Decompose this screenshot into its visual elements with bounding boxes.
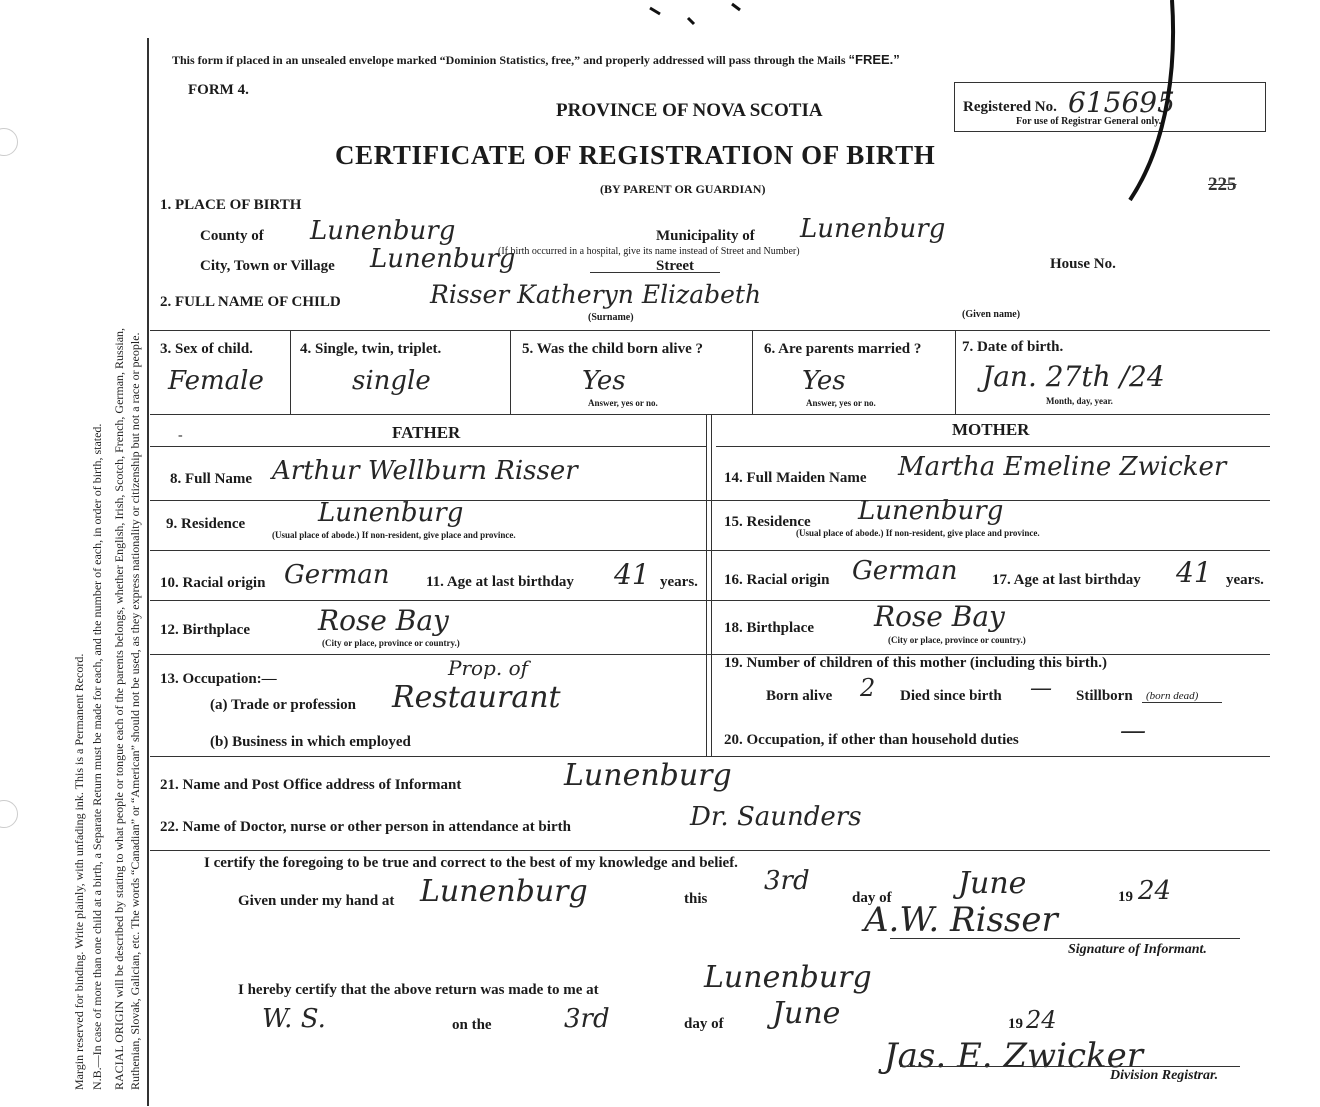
row-line-6 bbox=[150, 756, 1270, 757]
row3-divider-1 bbox=[290, 330, 291, 414]
mother-name-value: Martha Emeline Zwicker bbox=[898, 452, 1227, 482]
registrar-initials: W. S. bbox=[262, 1004, 326, 1034]
mother-heading: MOTHER bbox=[952, 420, 1030, 439]
county-value: Lunenburg bbox=[310, 216, 456, 246]
street-label: Street bbox=[656, 258, 695, 274]
father-trade-value: Restaurant bbox=[392, 680, 561, 715]
row-line-7 bbox=[150, 850, 1270, 851]
binding-hole-bottom bbox=[0, 800, 18, 828]
father-heading: FATHER bbox=[392, 423, 461, 442]
form-number: FORM 4. bbox=[188, 82, 249, 98]
born-alive-value: Yes bbox=[582, 366, 626, 396]
this-label: this bbox=[684, 891, 708, 907]
registrar-month-value: June bbox=[772, 996, 841, 1031]
row3-top-line bbox=[150, 330, 1270, 331]
sex-label: 3. Sex of child. bbox=[160, 341, 253, 357]
plurality-value: single bbox=[352, 366, 431, 396]
mail-notice-free: “FREE.” bbox=[848, 52, 900, 67]
dash-mark: - bbox=[178, 428, 183, 443]
municipality-label: Municipality of bbox=[656, 228, 755, 244]
mother-racial-value: German bbox=[852, 556, 958, 586]
date-of-birth-caption: Month, day, year. bbox=[1046, 396, 1113, 406]
registrar-signature: Jas. E. Zwicker bbox=[884, 1036, 1144, 1076]
given-day-value: 3rd bbox=[764, 866, 810, 896]
mother-occupation-value: — bbox=[1120, 716, 1146, 746]
center-divider-b bbox=[711, 414, 712, 756]
father-birthplace-label: 12. Birthplace bbox=[160, 622, 250, 638]
date-of-birth-label: 7. Date of birth. bbox=[962, 339, 1064, 355]
child-name-value: Risser Katheryn Elizabeth bbox=[430, 280, 762, 309]
born-alive-count: 2 bbox=[860, 674, 876, 702]
died-since-birth-value: — bbox=[1030, 676, 1052, 701]
row-line-4 bbox=[150, 600, 1270, 601]
place-underline bbox=[590, 272, 720, 273]
registered-number: 615695 bbox=[1068, 86, 1175, 119]
day-of-label: day of bbox=[852, 890, 892, 906]
plurality-label: 4. Single, twin, triplet. bbox=[300, 341, 442, 357]
father-birthplace-caption: (City or place, province or country.) bbox=[322, 638, 460, 648]
registrar-statement: I hereby certify that the above return was made to me at bbox=[238, 982, 599, 998]
father-age-value: 41 bbox=[614, 558, 650, 591]
born-alive-question-label: 5. Was the child born alive ? bbox=[522, 341, 703, 357]
died-since-birth-label: Died since birth bbox=[900, 688, 1002, 704]
father-trade-label: (a) Trade or profession bbox=[210, 697, 356, 713]
father-name-label: 8. Full Name bbox=[170, 471, 253, 487]
mother-birthplace-label: 18. Birthplace bbox=[724, 620, 814, 636]
county-label: County of bbox=[200, 228, 264, 244]
ink-spots bbox=[640, 0, 760, 40]
row3-bottom-line bbox=[150, 414, 1270, 415]
registrar-caption: Division Registrar. bbox=[1110, 1068, 1219, 1083]
row-line-1m bbox=[716, 446, 1270, 447]
center-divider-a bbox=[706, 414, 707, 756]
father-racial-label: 10. Racial origin bbox=[160, 575, 266, 591]
informant-value: Lunenburg bbox=[564, 758, 732, 793]
father-occupation-label: 13. Occupation:— bbox=[160, 671, 277, 687]
house-number-label: House No. bbox=[1050, 256, 1116, 272]
father-business-label: (b) Business in which employed bbox=[210, 734, 411, 750]
born-alive-label: Born alive bbox=[766, 688, 833, 704]
on-the-label: on the bbox=[452, 1017, 492, 1033]
father-age-label: 11. Age at last birthday bbox=[426, 574, 574, 590]
row3-divider-3 bbox=[752, 330, 753, 414]
place-of-birth-label: 1. PLACE OF BIRTH bbox=[160, 197, 302, 213]
informant-label: 21. Name and Post Office address of Informant bbox=[160, 777, 462, 793]
margin-note-racial-origin-1: RACIAL ORIGIN will be described by stating to what people or tongue each of the parents belongs, whether English, Irish, Scotch, French, German, Russian, bbox=[112, 327, 126, 1090]
parents-married-caption: Answer, yes or no. bbox=[806, 398, 876, 408]
mother-residence-label: 15. Residence bbox=[724, 514, 811, 530]
doctor-label: 22. Name of Doctor, nurse or other person in attendance at birth bbox=[160, 819, 571, 835]
year-prefix: 19 bbox=[1118, 889, 1133, 905]
mother-birthplace-value: Rose Bay bbox=[874, 600, 1005, 633]
mother-age-label: 17. Age at last birthday bbox=[992, 572, 1141, 588]
margin-note-multiple-births: N.B.—In case of more than one child at a birth, a Separate Return must be made for each, and the number of each, in order of birth, stated. bbox=[90, 423, 104, 1090]
certify-statement: I certify the foregoing to be true and correct to the best of my knowledge and belief. bbox=[204, 855, 738, 871]
children-count-label: 19. Number of children of this mother (including this birth.) bbox=[724, 655, 1107, 671]
registrar-year-value: 24 bbox=[1026, 1006, 1057, 1034]
row3-divider-2 bbox=[510, 330, 511, 414]
row3-divider-4 bbox=[955, 330, 956, 414]
mother-years-label: years. bbox=[1226, 572, 1264, 588]
registrar-year-prefix: 19 bbox=[1008, 1016, 1023, 1032]
row-line-1 bbox=[150, 446, 706, 447]
father-racial-value: German bbox=[284, 560, 390, 590]
informant-signature-caption: Signature of Informant. bbox=[1068, 942, 1207, 957]
stillborn-label: Stillborn bbox=[1076, 688, 1133, 704]
father-years-label: years. bbox=[660, 574, 698, 590]
mother-birthplace-caption: (City or place, province or country.) bbox=[888, 635, 1026, 645]
city-value: Lunenburg bbox=[370, 244, 516, 274]
mail-notice bbox=[172, 52, 900, 68]
city-label: City, Town or Village bbox=[200, 258, 335, 274]
stillborn-caption: (born dead) bbox=[1146, 690, 1199, 702]
mail-notice-text: This form if placed in an unsealed envelope marked “Dominion Statistics, free,” and properly addressed will pass through the Mails bbox=[172, 53, 846, 67]
registrar-place-value: Lunenburg bbox=[704, 960, 872, 995]
doctor-value: Dr. Saunders bbox=[690, 802, 862, 832]
parents-married-value: Yes bbox=[802, 366, 846, 396]
given-place-value: Lunenburg bbox=[420, 874, 588, 909]
father-name-value: Arthur Wellburn Risser bbox=[272, 456, 578, 486]
father-residence-label: 9. Residence bbox=[166, 516, 246, 532]
mother-age-value: 41 bbox=[1176, 556, 1212, 589]
hospital-note: (If birth occurred in a hospital, give its name instead of Street and Number) bbox=[498, 246, 800, 257]
stamp-number: 225 bbox=[1208, 174, 1237, 195]
mother-racial-label: 16. Racial origin bbox=[724, 572, 830, 588]
father-birthplace-value: Rose Bay bbox=[318, 604, 449, 637]
pen-stroke-mark bbox=[1110, 0, 1180, 220]
margin-note-binding: Margin reserved for binding. Write plainly, with unfading ink. This is a Permanent Record. bbox=[72, 653, 86, 1090]
mother-name-label: 14. Full Maiden Name bbox=[724, 470, 867, 486]
mother-residence-caption: (Usual place of abode.) If non-resident, give place and province. bbox=[796, 528, 1040, 538]
informant-signature: A.W. Risser bbox=[864, 900, 1058, 940]
given-year-value: 24 bbox=[1138, 876, 1172, 906]
stillborn-underline bbox=[1142, 702, 1222, 703]
binding-hole-top bbox=[0, 128, 18, 156]
full-name-child-label: 2. FULL NAME OF CHILD bbox=[160, 294, 341, 310]
mother-occupation-label: 20. Occupation, if other than household duties bbox=[724, 732, 1019, 748]
informant-signature-line bbox=[890, 938, 1240, 939]
given-under-hand-label: Given under my hand at bbox=[238, 893, 395, 909]
mother-residence-value: Lunenburg bbox=[858, 496, 1004, 526]
surname-caption: (Surname) bbox=[588, 312, 634, 323]
given-name-caption: (Given name) bbox=[962, 309, 1021, 320]
given-month-value: June bbox=[958, 866, 1027, 901]
registrar-day-value: 3rd bbox=[564, 1004, 610, 1034]
row-line-3 bbox=[150, 550, 1270, 551]
father-residence-value: Lunenburg bbox=[318, 498, 464, 528]
registered-label: Registered No. bbox=[963, 99, 1057, 115]
certificate-title: CERTIFICATE OF REGISTRATION OF BIRTH bbox=[335, 140, 936, 170]
father-trade-value-top: Prop. of bbox=[448, 656, 529, 680]
father-residence-caption: (Usual place of abode.) If non-resident, give place and province. bbox=[272, 530, 516, 540]
province-heading: PROVINCE OF NOVA SCOTIA bbox=[556, 100, 823, 121]
parents-married-label: 6. Are parents married ? bbox=[764, 341, 922, 357]
certificate-subtitle: (BY PARENT OR GUARDIAN) bbox=[600, 182, 766, 196]
sex-value: Female bbox=[168, 366, 264, 396]
registrar-signature-line bbox=[900, 1066, 1240, 1067]
date-of-birth-value: Jan. 27th /24 bbox=[982, 360, 1165, 393]
registrar-note: For use of Registrar General only. bbox=[1016, 116, 1162, 127]
registrar-day-of-label: day of bbox=[684, 1016, 724, 1032]
left-border bbox=[147, 38, 149, 1106]
margin-note-racial-origin-2: Ruthenian, Slovak, Galician, etc. The words “Canadian” or “American” should not be used, as they express nationality or citizenship but not a race or people. bbox=[128, 332, 142, 1090]
municipality-value: Lunenburg bbox=[800, 214, 946, 244]
born-alive-caption: Answer, yes or no. bbox=[588, 398, 658, 408]
